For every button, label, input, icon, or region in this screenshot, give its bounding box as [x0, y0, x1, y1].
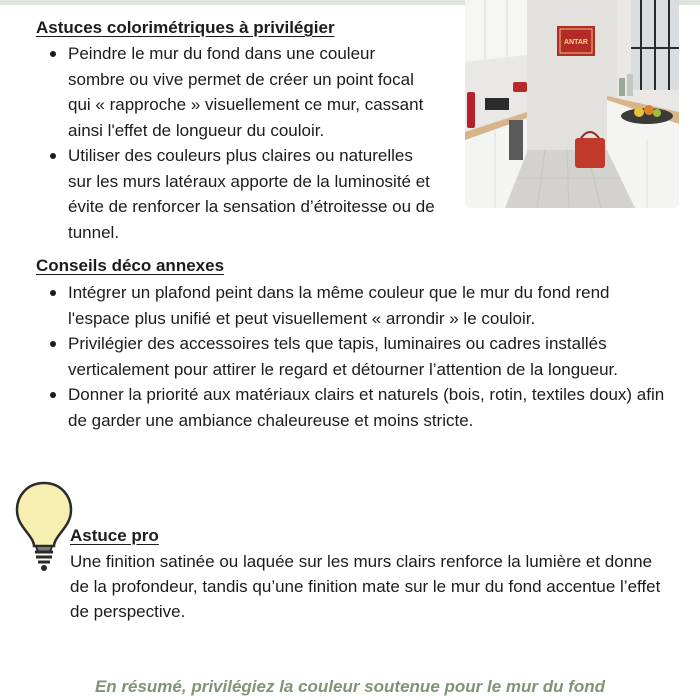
list-item: Privilégier des accessoires tels que tapis, luminaires ou cadres installés verticalement pour attirer le regard et détourner l’attention de la longueur.	[36, 331, 676, 382]
section-title-decor-tips: Conseils déco annexes	[36, 256, 225, 275]
pro-tip-title: Astuce pro	[70, 526, 159, 545]
summary-text: En résumé, privilégiez la couleur soutenue pour le mur du fond	[94, 677, 606, 696]
color-tips-list	[36, 41, 436, 245]
list-item: Intégrer un plafond peint dans la même couleur que le mur du fond rend l'espace plus unifié et peut visuellement « arrondir » le couloir.	[36, 280, 676, 331]
decor-tips-list	[36, 280, 676, 433]
section-title-color-tips: Astuces colorimétriques à privilégier	[36, 18, 335, 37]
list-item: Donner la priorité aux matériaux clairs et naturels (bois, rotin, textiles doux) afin de garder une ambiance chaleureuse et moins stricte.	[36, 382, 676, 433]
kitchen-corridor-photo	[465, 0, 679, 208]
list-item: Peindre le mur du fond dans une couleur sombre ou vive permet de créer un point focal qui « rapproche » visuellement ce mur, cassant ainsi l'effet de longueur du couloir.	[36, 41, 436, 143]
list-item: Utiliser des couleurs plus claires ou naturelles sur les murs latéraux apporte de la luminosité et évite de renforcer la sensation d’étroitesse ou de tunnel.	[36, 143, 436, 245]
lightbulb-icon	[14, 480, 74, 572]
pro-tip-text: Une finition satinée ou laquée sur les murs clairs renforce la lumière et donne de la profondeur, tandis qu’une finition mate sur le mur du fond accentue l’effet de perspective.	[70, 552, 661, 621]
sign-text: ANTAR	[564, 39, 588, 46]
